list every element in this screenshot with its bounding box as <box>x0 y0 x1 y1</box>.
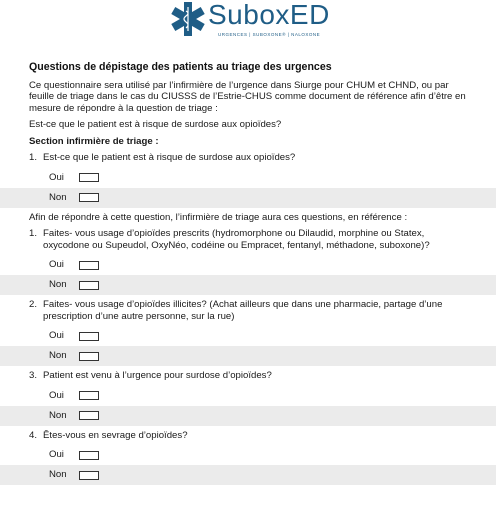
yes-label: Oui <box>49 449 64 461</box>
no-checkbox[interactable] <box>79 352 99 361</box>
brand-tagline: URGENCES | SUBOXONE® | NALOXONE <box>218 32 321 37</box>
answer-no-row <box>0 406 496 426</box>
no-checkbox[interactable] <box>79 411 99 420</box>
intro-text: Ce questionnaire sera utilisé par l’infirmière de l’urgence dans Siurge pour CHUM et CHND, ou par feuille de triage dans le cas du CIUSSS de l’Estrie-CHUS comme document de référence afin d’être en mesure de répondre à la question de triage : <box>29 79 466 114</box>
answer-no-row <box>0 465 496 485</box>
question-number: 4. <box>29 429 38 441</box>
no-label: Non <box>49 409 67 421</box>
question-number: 2. <box>29 299 38 310</box>
section-label: Section infirmière de triage : <box>29 135 159 147</box>
no-label: Non <box>49 350 67 362</box>
question-number: 3. <box>29 370 38 381</box>
no-label: Non <box>49 469 67 481</box>
reference-question <box>29 299 469 322</box>
answer-no-row <box>0 346 496 366</box>
question-text: Est-ce que le patient est à risque de surdose aux opioïdes? <box>43 152 296 163</box>
no-label: Non <box>49 279 67 291</box>
answer-yes-row <box>0 255 496 275</box>
question-text: Patient est venu à l’urgence pour surdose d’opioïdes? <box>43 370 272 381</box>
answer-yes-row <box>0 386 496 406</box>
yes-checkbox[interactable] <box>79 261 99 270</box>
reference-question <box>29 430 469 442</box>
answer-yes-row <box>0 445 496 465</box>
main-question: Est-ce que le patient est à risque de surdose aux opioïdes? <box>29 119 282 130</box>
no-label: Non <box>49 191 67 203</box>
question-text: Êtes-vous en sevrage d’opioïdes? <box>43 429 188 441</box>
no-checkbox[interactable] <box>79 281 99 290</box>
brand-name: SuboxED <box>208 0 330 30</box>
yes-checkbox[interactable] <box>79 391 99 400</box>
yes-label: Oui <box>49 330 64 342</box>
reference-question <box>29 370 469 382</box>
answer-no-row <box>0 188 496 208</box>
yes-label: Oui <box>49 389 64 401</box>
yes-checkbox[interactable] <box>79 451 99 460</box>
yes-checkbox[interactable] <box>79 173 99 182</box>
answer-yes-row <box>0 326 496 346</box>
page-title: Questions de dépistage des patients au triage des urgences <box>29 61 332 73</box>
questionnaire <box>29 62 469 485</box>
yes-label: Oui <box>49 259 64 271</box>
answer-yes-row <box>0 168 496 188</box>
question-number: 1. <box>29 152 38 163</box>
question-text: Faites- vous usage d’opioïdes illicites? (Achat ailleurs que dans une pharmacie, partage d’une prescription d’une autre personne, sur la rue) <box>43 299 443 322</box>
yes-checkbox[interactable] <box>79 332 99 341</box>
reference-intro: Afin de répondre à cette question, l’infirmière de triage aura ces questions, en référence : <box>29 211 408 223</box>
yes-label: Oui <box>49 171 64 183</box>
answer-no-row <box>0 275 496 295</box>
no-checkbox[interactable] <box>79 471 99 480</box>
triage-question <box>29 152 469 164</box>
question-text: Faites- vous usage d’opioïdes prescrits (hydromorphone ou Dilaudid, morphine ou Statex, oxycodone ou Supeudol, OxyNéo, codéine ou Empracet, fentanyl, méthadone, suboxone)? <box>43 228 430 251</box>
reference-question <box>29 228 469 251</box>
logo <box>170 1 330 41</box>
no-checkbox[interactable] <box>79 193 99 202</box>
question-number: 1. <box>29 228 38 239</box>
star-of-life-icon <box>170 1 206 37</box>
